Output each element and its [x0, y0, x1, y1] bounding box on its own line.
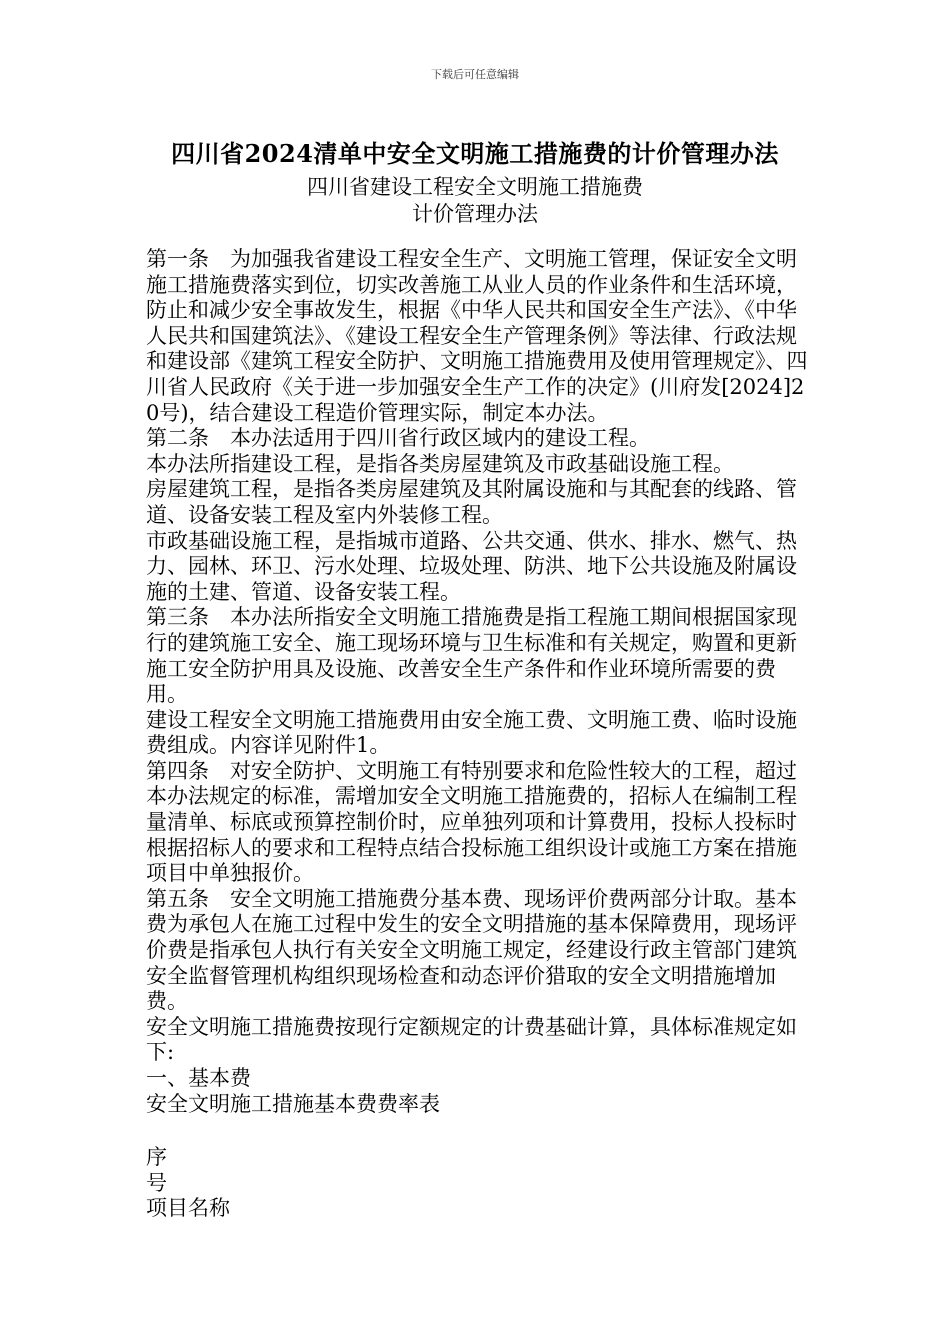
- table-header-cell: 号: [146, 1170, 167, 1195]
- document-body: [146, 247, 810, 1222]
- body-paragraph: 房屋建筑工程，是指各类房屋建筑及其附属设施和与其配套的线路、管道、设备安装工程及室内外装修工程。: [146, 477, 797, 527]
- table-header-cell: 序: [146, 1145, 167, 1170]
- article-3-paragraph: 第三条 本办法所指安全文明施工措施费是指工程施工期间根据国家现行的建筑施工安全、施工现场环境与卫生标准和有关规定，购置和更新施工安全防护用具及设施、改善安全生产条件和作业环境所需要的费用。: [146, 605, 797, 707]
- article-1-paragraph: 第一条 为加强我省建设工程安全生产、文明施工管理，保证安全文明施工措施费落实到位，切实改善施工从业人员的作业条件和生活环境，防止和减少安全事故发生，根据《中华人民共和国安全生产法》、《中华人民共和国建筑法》、《建设工程安全生产管理条例》等法律、行政法规和建设部《建筑工程安全防护、文明施工措施费用及使用管理规定》、四川省人民政府《关于进一步加强安全生产工作的决定》(川府发[2024]20号)，结合建设工程造价管理实际，制定本办法。: [146, 247, 808, 425]
- article-4-paragraph: 第四条 对安全防护、文明施工有特别要求和危险性较大的工程，超过本办法规定的标准，需增加安全文明施工措施费的，招标人在编制工程量清单、标底或预算控制价时，应单独列项和计算费用，投标人投标时根据招标人的要求和工程特点结合投标施工组织设计或施工方案在措施项目中单独报价。: [146, 758, 797, 886]
- document-title: 四川省2024清单中安全文明施工措施费的计价管理办法: [171, 139, 779, 168]
- body-paragraph: 本办法所指建设工程，是指各类房屋建筑及市政基础设施工程。: [146, 451, 734, 476]
- body-paragraph: 建设工程安全文明施工措施费用由安全施工费、文明施工费、临时设施费组成。内容详见附件1。: [146, 707, 797, 758]
- document-subtitle: [0, 174, 950, 228]
- article-5-paragraph: 第五条 安全文明施工措施费分基本费、现场评价费两部分计取。基本费为承包人在施工过程中发生的安全文明措施的基本保障费用，现场评价费是指承包人执行有关安全文明施工规定，经建设行政主管部门建筑安全监督管理机构组织现场检查和动态评价猎取的安全文明措施增加费。: [146, 886, 797, 1014]
- body-paragraph: 安全文明施工措施费按现行定额规定的计费基础计算，具体标准规定如下:: [146, 1014, 797, 1065]
- subtitle-line: 计价管理办法: [412, 202, 538, 226]
- body-paragraph: 市政基础设施工程，是指城市道路、公共交通、供水、排水、燃气、热力、园林、环卫、污水处理、垃圾处理、防洪、地下公共设施及附属设施的土建、管道、设备安装工程。: [146, 528, 797, 604]
- table-header-cell: 项目名称: [146, 1196, 230, 1221]
- spacer: [146, 1117, 810, 1145]
- section-heading: 一、基本费: [146, 1066, 251, 1090]
- table-caption: 安全文明施工措施基本费费率表: [146, 1091, 440, 1116]
- article-2-paragraph: 第二条 本办法适用于四川省行政区域内的建设工程。: [146, 426, 650, 451]
- subtitle-line: 四川省建设工程安全文明施工措施费: [307, 175, 643, 199]
- header-note: 下载后可任意编辑: [431, 68, 519, 81]
